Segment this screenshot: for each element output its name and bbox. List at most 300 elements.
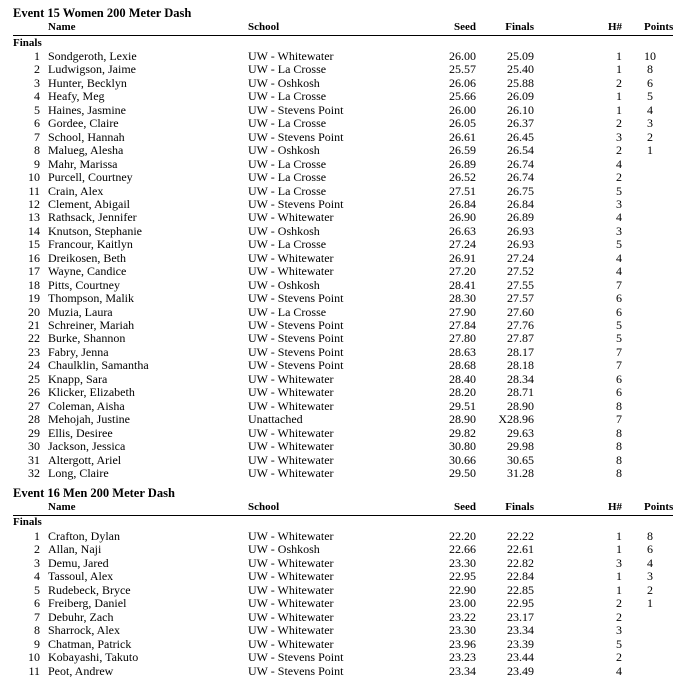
table-row [0, 665, 683, 678]
heat-number: 7 [616, 277, 622, 292]
athlete-name: Rudebeck, Bryce [48, 582, 131, 597]
school-name: UW - Whitewater [248, 465, 334, 480]
heat-number: 5 [616, 183, 622, 198]
place-cell: 3 [34, 75, 40, 90]
athlete-name: Knutson, Stephanie [48, 223, 142, 238]
seed-time: 23.34 [449, 663, 476, 678]
seed-time: 26.91 [449, 250, 476, 265]
heat-number: 6 [616, 304, 622, 319]
seed-time: 26.52 [449, 170, 476, 185]
place-cell: 21 [28, 318, 40, 332]
athlete-name: Dreikosen, Beth [48, 250, 126, 265]
points-value: 1 [647, 143, 653, 158]
table-row [0, 467, 683, 480]
final-time: 29.98 [507, 439, 534, 454]
athlete-name: Debuhr, Zach [48, 609, 114, 624]
seed-time: 26.63 [449, 223, 476, 238]
place-cell: 14 [28, 223, 40, 238]
place-cell: 18 [28, 277, 40, 292]
table-row [0, 171, 683, 184]
table-row [0, 279, 683, 292]
seed-time: 23.30 [449, 623, 476, 638]
table-row [0, 238, 683, 251]
seed-time: 26.06 [449, 75, 476, 90]
seed-time: 22.66 [449, 542, 476, 557]
seed-time: 30.66 [449, 452, 476, 467]
seed-time: 29.51 [449, 398, 476, 413]
school-name: UW - Stevens Point [248, 650, 344, 665]
seed-time: 23.30 [449, 555, 476, 570]
seed-time: 23.00 [449, 596, 476, 611]
school-name: UW - La Crosse [248, 183, 327, 198]
school-name: UW - Stevens Point [248, 196, 344, 211]
heat-number: 2 [616, 596, 622, 611]
table-row [0, 77, 683, 90]
table-row [0, 543, 683, 556]
seed-time: 28.63 [449, 344, 476, 359]
athlete-name: Burke, Shannon [48, 331, 126, 346]
points-value: 3 [647, 116, 653, 131]
school-name: UW - Whitewater [248, 596, 334, 611]
school-name: UW - Whitewater [248, 371, 334, 386]
points-value: 10 [644, 49, 656, 63]
table-row [0, 386, 683, 399]
table-row [0, 306, 683, 319]
table-row [0, 638, 683, 651]
seed-time: 26.89 [449, 156, 476, 171]
school-name: UW - Stevens Point [248, 318, 344, 332]
final-time: 23.44 [507, 650, 534, 665]
seed-time: 23.96 [449, 636, 476, 651]
final-time: 26.45 [507, 129, 534, 144]
final-time: 27.55 [507, 277, 534, 292]
final-time: 28.71 [507, 385, 534, 400]
athlete-name: Peot, Andrew [48, 663, 114, 678]
school-name: UW - Whitewater [248, 529, 334, 543]
school-name: UW - Whitewater [248, 49, 334, 63]
seed-time: 26.59 [449, 143, 476, 158]
athlete-name: Ludwigson, Jaime [48, 62, 136, 77]
place-cell: 12 [28, 196, 40, 211]
school-name: UW - Stevens Point [248, 331, 344, 346]
heat-number: 1 [616, 49, 622, 63]
seed-time: 26.00 [449, 102, 476, 117]
seed-time: 26.00 [449, 49, 476, 63]
points-value: 5 [647, 89, 653, 104]
final-time: 30.65 [507, 452, 534, 467]
column-header-name: Name [48, 21, 76, 33]
final-time: 25.88 [507, 75, 534, 90]
final-time: 29.63 [507, 425, 534, 440]
final-time: 22.82 [507, 555, 534, 570]
athlete-name: Sondgeroth, Lexie [48, 49, 137, 63]
final-time: 27.57 [507, 291, 534, 306]
place-cell: 15 [28, 237, 40, 252]
school-name: UW - La Crosse [248, 62, 327, 77]
heat-number: 3 [616, 555, 622, 570]
seed-time: 22.20 [449, 529, 476, 543]
table-row [0, 651, 683, 664]
athlete-name: Francour, Kaitlyn [48, 237, 133, 252]
final-time: 26.93 [507, 237, 534, 252]
seed-time: 30.80 [449, 439, 476, 454]
seed-time: 27.90 [449, 304, 476, 319]
seed-time: 23.23 [449, 650, 476, 665]
heat-number: 1 [616, 62, 622, 77]
heat-number: 4 [616, 156, 622, 171]
table-row [0, 373, 683, 386]
place-cell: 7 [34, 609, 40, 624]
heat-number: 3 [616, 623, 622, 638]
table-row [0, 117, 683, 130]
table-row [0, 131, 683, 144]
athlete-name: Haines, Jasmine [48, 102, 126, 117]
athlete-name: Kobayashi, Takuto [48, 650, 139, 665]
school-name: UW - Whitewater [248, 210, 334, 225]
athlete-name: Knapp, Sara [48, 371, 108, 386]
school-name: UW - La Crosse [248, 116, 327, 131]
school-name: UW - Whitewater [248, 582, 334, 597]
place-cell: 2 [34, 542, 40, 557]
athlete-name: Schreiner, Mariah [48, 318, 135, 332]
seed-time: 28.30 [449, 291, 476, 306]
seed-time: 26.05 [449, 116, 476, 131]
table-row [0, 158, 683, 171]
school-name: Unattached [248, 412, 303, 427]
final-time: 28.90 [507, 398, 534, 413]
place-cell: 10 [28, 170, 40, 185]
heat-number: 3 [616, 129, 622, 144]
heat-number: 4 [616, 264, 622, 279]
heat-number: 2 [616, 75, 622, 90]
school-name: UW - Whitewater [248, 385, 334, 400]
place-cell: 9 [34, 636, 40, 651]
school-name: UW - Whitewater [248, 425, 334, 440]
final-time: 26.84 [507, 196, 534, 211]
final-time: 28.34 [507, 371, 534, 386]
final-time: 23.34 [507, 623, 534, 638]
final-time: 23.17 [507, 609, 534, 624]
table-row [0, 454, 683, 467]
place-cell: 7 [34, 129, 40, 144]
table-row [0, 413, 683, 426]
school-name: UW - Whitewater [248, 452, 334, 467]
final-time: X28.96 [498, 412, 534, 427]
heat-number: 5 [616, 331, 622, 346]
athlete-name: Chaulklin, Samantha [48, 358, 149, 373]
table-row [0, 611, 683, 624]
heat-number: 3 [616, 196, 622, 211]
table-row [0, 252, 683, 265]
final-time: 26.89 [507, 210, 534, 225]
place-cell: 16 [28, 250, 40, 265]
school-name: UW - Stevens Point [248, 663, 344, 678]
place-cell: 10 [28, 650, 40, 665]
heat-number: 8 [616, 425, 622, 440]
place-cell: 26 [28, 385, 40, 400]
place-cell: 8 [34, 143, 40, 158]
event-title: Event 15 Women 200 Meter Dash [13, 6, 192, 20]
school-name: UW - Whitewater [248, 555, 334, 570]
athlete-name: Rathsack, Jennifer [48, 210, 137, 225]
school-name: UW - Stevens Point [248, 102, 344, 117]
heat-number: 6 [616, 385, 622, 400]
final-time: 22.22 [507, 529, 534, 543]
section-label: Finals [13, 37, 42, 49]
header-divider [13, 35, 673, 36]
table-row [0, 198, 683, 211]
place-cell: 23 [28, 344, 40, 359]
school-name: UW - Whitewater [248, 636, 334, 651]
school-name: UW - La Crosse [248, 89, 327, 104]
column-header-points: Points [644, 501, 674, 513]
final-time: 25.09 [507, 49, 534, 63]
place-cell: 20 [28, 304, 40, 319]
school-name: UW - Oshkosh [248, 277, 320, 292]
seed-time: 27.24 [449, 237, 476, 252]
final-time: 26.10 [507, 102, 534, 117]
place-cell: 11 [28, 663, 40, 678]
heat-number: 2 [616, 609, 622, 624]
points-value: 2 [647, 582, 653, 597]
place-cell: 9 [34, 156, 40, 171]
seed-time: 27.20 [449, 264, 476, 279]
heat-number: 1 [616, 542, 622, 557]
heat-number: 2 [616, 116, 622, 131]
final-time: 26.93 [507, 223, 534, 238]
school-name: UW - La Crosse [248, 170, 327, 185]
column-header-heat: H# [607, 501, 622, 513]
seed-time: 26.61 [449, 129, 476, 144]
table-row [0, 597, 683, 610]
table-row [0, 90, 683, 103]
seed-time: 26.84 [449, 196, 476, 211]
final-time: 27.60 [507, 304, 534, 319]
athlete-name: Altergott, Ariel [48, 452, 122, 467]
points-value: 8 [647, 62, 653, 77]
place-cell: 19 [28, 291, 40, 306]
column-header-heat: H# [607, 21, 622, 33]
school-name: UW - Stevens Point [248, 129, 344, 144]
seed-time: 22.90 [449, 582, 476, 597]
school-name: UW - Oshkosh [248, 143, 320, 158]
final-time: 22.85 [507, 582, 534, 597]
seed-time: 28.68 [449, 358, 476, 373]
place-cell: 1 [34, 529, 40, 543]
heat-number: 1 [616, 89, 622, 104]
final-time: 27.87 [507, 331, 534, 346]
table-row [0, 584, 683, 597]
seed-time: 22.95 [449, 569, 476, 584]
final-time: 26.09 [507, 89, 534, 104]
athlete-name: Gordee, Claire [48, 116, 119, 131]
points-value: 4 [647, 555, 653, 570]
school-name: UW - Whitewater [248, 609, 334, 624]
points-value: 2 [647, 129, 653, 144]
school-name: UW - La Crosse [248, 237, 327, 252]
athlete-name: Thompson, Malik [48, 291, 134, 306]
school-name: UW - Oshkosh [248, 542, 320, 557]
athlete-name: Malueg, Alesha [48, 143, 124, 158]
place-cell: 2 [34, 62, 40, 77]
place-cell: 29 [28, 425, 40, 440]
points-value: 8 [647, 529, 653, 543]
place-cell: 30 [28, 439, 40, 454]
athlete-name: Allan, Naji [48, 542, 102, 557]
heat-number: 4 [616, 663, 622, 678]
seed-time: 29.50 [449, 465, 476, 480]
column-header-finals: Finals [505, 21, 534, 33]
table-row [0, 359, 683, 372]
table-row [0, 427, 683, 440]
column-header-name: Name [48, 501, 76, 513]
place-cell: 3 [34, 555, 40, 570]
table-row [0, 211, 683, 224]
place-cell: 13 [28, 210, 40, 225]
place-cell: 27 [28, 398, 40, 413]
place-cell: 22 [28, 331, 40, 346]
column-header-school: School [248, 21, 280, 33]
heat-number: 7 [616, 412, 622, 427]
school-name: UW - Oshkosh [248, 223, 320, 238]
column-header-seed: Seed [454, 21, 476, 33]
athlete-name: Clement, Abigail [48, 196, 130, 211]
athlete-name: School, Hannah [48, 129, 125, 144]
place-cell: 31 [28, 452, 40, 467]
table-row [0, 346, 683, 359]
heat-number: 6 [616, 371, 622, 386]
points-value: 3 [647, 569, 653, 584]
seed-time: 28.20 [449, 385, 476, 400]
table-row [0, 63, 683, 76]
athlete-name: Long, Claire [48, 465, 109, 480]
final-time: 22.95 [507, 596, 534, 611]
seed-time: 27.80 [449, 331, 476, 346]
table-row [0, 557, 683, 570]
final-time: 23.49 [507, 663, 534, 678]
table-row [0, 332, 683, 345]
heat-number: 2 [616, 143, 622, 158]
heat-number: 3 [616, 223, 622, 238]
athlete-name: Hunter, Becklyn [48, 75, 127, 90]
place-cell: 1 [34, 49, 40, 63]
heat-number: 1 [616, 569, 622, 584]
school-name: UW - Whitewater [248, 250, 334, 265]
athlete-name: Purcell, Courtney [48, 170, 133, 185]
final-time: 31.28 [507, 465, 534, 480]
seed-time: 23.22 [449, 609, 476, 624]
place-cell: 32 [28, 465, 40, 480]
heat-number: 1 [616, 582, 622, 597]
heat-number: 4 [616, 250, 622, 265]
final-time: 26.37 [507, 116, 534, 131]
seed-time: 28.40 [449, 371, 476, 386]
final-time: 28.18 [507, 358, 534, 373]
school-name: UW - La Crosse [248, 156, 327, 171]
heat-number: 5 [616, 636, 622, 651]
athlete-name: Ellis, Desiree [48, 425, 113, 440]
column-header-seed: Seed [454, 501, 476, 513]
heat-number: 6 [616, 291, 622, 306]
heat-number: 1 [616, 102, 622, 117]
athlete-name: Crafton, Dylan [48, 529, 120, 543]
final-time: 22.61 [507, 542, 534, 557]
heat-number: 7 [616, 358, 622, 373]
final-time: 28.17 [507, 344, 534, 359]
athlete-name: Pitts, Courtney [48, 277, 121, 292]
athlete-name: Crain, Alex [48, 183, 104, 198]
place-cell: 24 [28, 358, 40, 373]
header-divider [13, 515, 673, 516]
table-row [0, 624, 683, 637]
final-time: 27.24 [507, 250, 534, 265]
table-row [0, 265, 683, 278]
athlete-name: Heafy, Meg [48, 89, 105, 104]
section-label: Finals [13, 516, 42, 528]
school-name: UW - Whitewater [248, 398, 334, 413]
points-value: 6 [647, 75, 653, 90]
points-value: 1 [647, 596, 653, 611]
final-time: 23.39 [507, 636, 534, 651]
heat-number: 8 [616, 398, 622, 413]
heat-number: 5 [616, 318, 622, 332]
column-header-school: School [248, 501, 280, 513]
school-name: UW - Stevens Point [248, 291, 344, 306]
school-name: UW - Whitewater [248, 623, 334, 638]
final-time: 26.74 [507, 156, 534, 171]
seed-time: 25.57 [449, 62, 476, 77]
athlete-name: Wayne, Candice [48, 264, 127, 279]
athlete-name: Coleman, Aisha [48, 398, 125, 413]
final-time: 26.75 [507, 183, 534, 198]
athlete-name: Demu, Jared [48, 555, 109, 570]
school-name: UW - Oshkosh [248, 75, 320, 90]
points-value: 4 [647, 102, 653, 117]
athlete-name: Klicker, Elizabeth [48, 385, 135, 400]
seed-time: 28.41 [449, 277, 476, 292]
place-cell: 4 [34, 89, 40, 104]
school-name: UW - Stevens Point [248, 358, 344, 373]
table-row [0, 440, 683, 453]
final-time: 25.40 [507, 62, 534, 77]
final-time: 22.84 [507, 569, 534, 584]
school-name: UW - Whitewater [248, 439, 334, 454]
table-row [0, 319, 683, 332]
place-cell: 28 [28, 412, 40, 427]
place-cell: 25 [28, 371, 40, 386]
final-time: 27.52 [507, 264, 534, 279]
heat-number: 8 [616, 439, 622, 454]
school-name: UW - Whitewater [248, 569, 334, 584]
table-row [0, 144, 683, 157]
school-name: UW - La Crosse [248, 304, 327, 319]
place-cell: 17 [28, 264, 40, 279]
table-row [0, 50, 683, 63]
seed-time: 25.66 [449, 89, 476, 104]
heat-number: 5 [616, 237, 622, 252]
table-row [0, 292, 683, 305]
place-cell: 4 [34, 569, 40, 584]
heat-number: 8 [616, 452, 622, 467]
final-time: 26.54 [507, 143, 534, 158]
seed-time: 29.82 [449, 425, 476, 440]
place-cell: 6 [34, 596, 40, 611]
table-row [0, 104, 683, 117]
column-header-finals: Finals [505, 501, 534, 513]
seed-time: 27.84 [449, 318, 476, 332]
athlete-name: Mehojah, Justine [48, 412, 130, 427]
athlete-name: Jackson, Jessica [48, 439, 126, 454]
